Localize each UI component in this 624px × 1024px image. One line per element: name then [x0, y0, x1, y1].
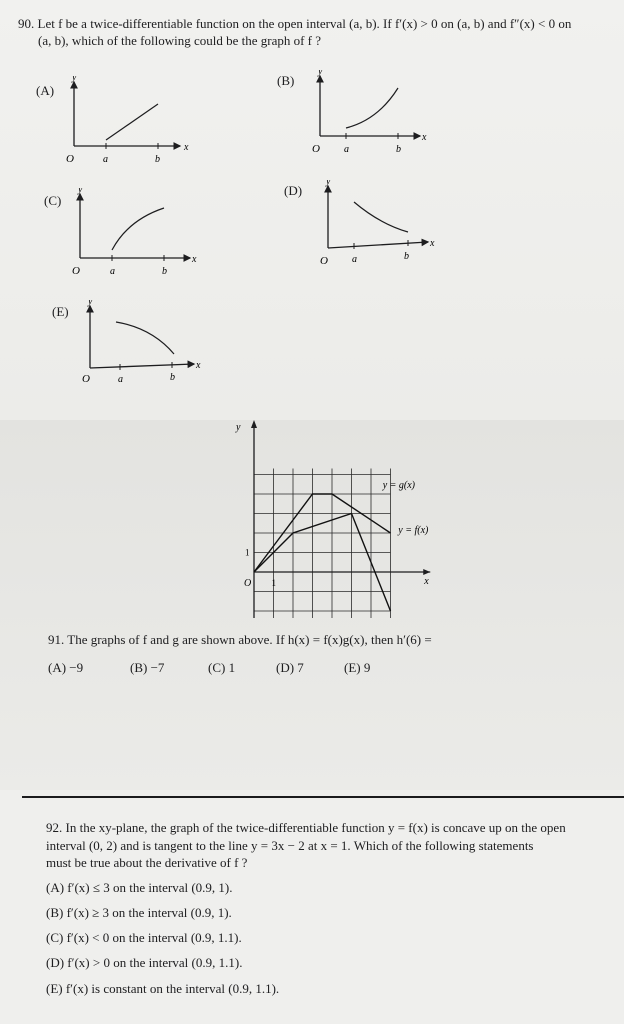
b-label: b [396, 144, 401, 155]
x-axis [328, 242, 428, 248]
b-label: b [170, 372, 175, 383]
b-label: b [404, 251, 409, 262]
origin-label: O [320, 255, 328, 267]
x-axis-arrow [423, 569, 430, 575]
q90-line-2: (a, b), which of the following could be the graph of f ? [38, 33, 322, 48]
y-label: y [72, 76, 77, 83]
q90-line-1: 90. Let f be a twice-differentiable function on the open interval (a, b). If f′(x) > 0 on (a, b) and f″(x) < 0 on [18, 16, 572, 31]
a-label: a [118, 374, 123, 385]
a-label: a [344, 144, 349, 155]
a-label: a [103, 154, 108, 165]
curve [106, 104, 158, 140]
origin-label: O [66, 153, 74, 165]
g-series-label: y = g(x) [382, 480, 415, 492]
q92-answer-e: (E) f′(x) is constant on the interval (0.9, 1.1). [46, 981, 280, 996]
q91-answer-c: (C) 1 [208, 660, 236, 675]
x-label: x [422, 132, 427, 143]
origin-label: O [82, 373, 90, 385]
y-label: y [318, 70, 323, 77]
curve [346, 88, 398, 128]
origin-label: O [72, 265, 80, 277]
q90-choice-b-label: (B) [277, 73, 295, 88]
y-label: y [78, 188, 83, 195]
q92-answer-b: (B) f′(x) ≥ 3 on the interval (0.9, 1). [46, 905, 232, 920]
y-label: y [88, 300, 93, 307]
curve [112, 208, 164, 250]
q91-answer-e: (E) 9 [344, 660, 371, 675]
q90-graph-b [306, 70, 446, 162]
q92-line-1: 92. In the xy-plane, the graph of the twice-differentiable function y = f(x) is concave up on the open [46, 820, 566, 835]
y-tick-1-label: 1 [245, 547, 250, 558]
x-axis [90, 364, 194, 368]
q91-question: 91. The graphs of f and g are shown above. If h(x) = f(x)g(x), then h′(6) = [48, 632, 432, 647]
b-label: b [162, 266, 167, 277]
origin-label: O [244, 578, 252, 589]
x-tick-1-label: 1 [271, 578, 276, 588]
x-label: x [192, 254, 197, 265]
curve [116, 322, 174, 354]
y-axis-arrow [251, 420, 257, 428]
q92-answer-d: (D) f′(x) > 0 on the interval (0.9, 1.1). [46, 955, 243, 970]
x-label: x [430, 238, 435, 249]
curve [354, 202, 408, 232]
q90-choice-a-label: (A) [36, 83, 55, 98]
q92-line-3: must be true about the derivative of f ? [46, 855, 248, 870]
q90-graph-d [314, 180, 454, 272]
y-axis-label: y [236, 422, 241, 433]
q90-graph-c [66, 188, 206, 280]
axes [251, 420, 430, 618]
q91-graph [218, 418, 448, 618]
f-series-line [254, 514, 391, 612]
x-label: x [184, 142, 189, 153]
q91-answer-d: (D) 7 [276, 660, 304, 675]
y-label: y [326, 180, 331, 187]
grid [254, 469, 391, 619]
a-label: a [110, 266, 115, 277]
q91-answer-b: (B) −7 [130, 660, 165, 675]
q90-choice-d-label: (D) [284, 183, 303, 198]
f-series-label: y = f(x) [398, 525, 429, 536]
q92-answer-a: (A) f′(x) ≤ 3 on the interval (0.9, 1). [46, 880, 233, 895]
x-axis-label: x [424, 576, 429, 587]
q92-line-2: interval (0, 2) and is tangent to the line y = 3x − 2 at x = 1. Which of the following statements [46, 838, 534, 853]
q90-graph-e [76, 300, 216, 392]
q90-choice-c-label: (C) [44, 193, 62, 208]
section-divider [22, 796, 624, 798]
b-label: b [155, 154, 160, 165]
x-label: x [196, 360, 201, 371]
q92-answer-c: (C) f′(x) < 0 on the interval (0.9, 1.1). [46, 930, 242, 945]
origin-label: O [312, 143, 320, 155]
q90-choice-e-label: (E) [52, 304, 69, 319]
a-label: a [352, 254, 357, 265]
q90-graph-a [60, 76, 200, 168]
q91-answer-a: (A) −9 [48, 660, 84, 675]
